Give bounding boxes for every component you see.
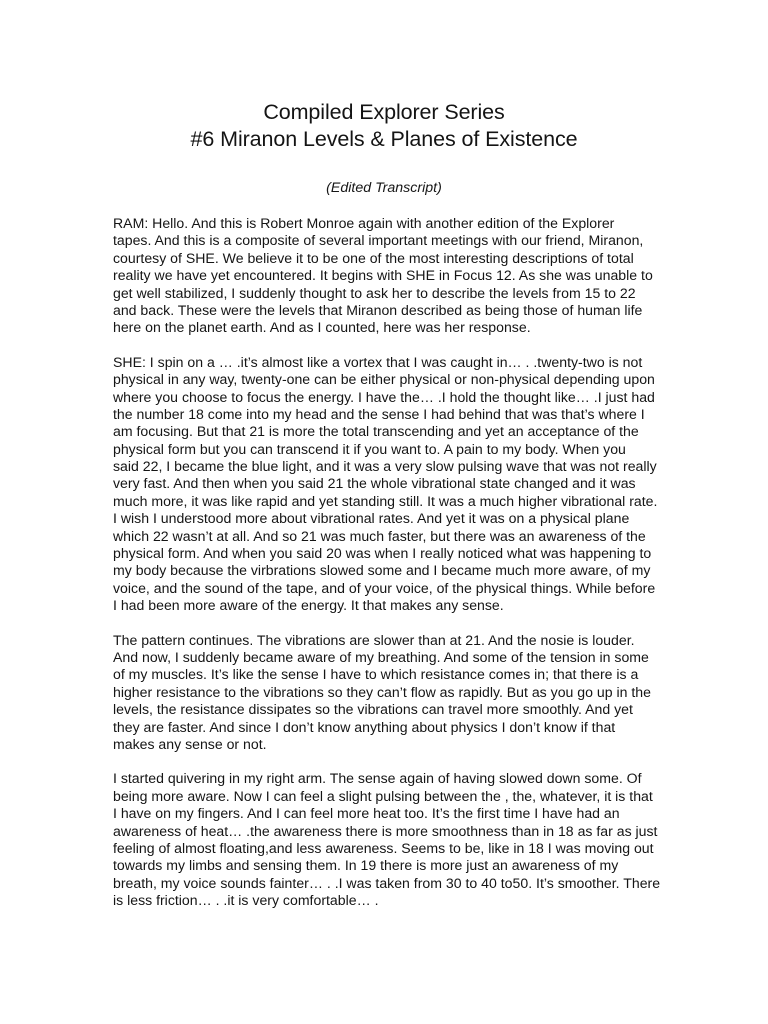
text-line: awareness of heat… .the awareness there is more smoothness than in 18 as far as just: [113, 822, 658, 839]
text-line: reality we have yet encountered. It begins with SHE in Focus 12. As she was unable to: [113, 267, 653, 284]
text-line: they are faster. And since I don’t know anything about physics I don’t know if that: [113, 718, 616, 735]
text-line: I started quivering in my right arm. The sense again of having slowed down some. Of: [113, 770, 642, 787]
text-line: very fast. And then when you said 21 the whole vibrational state changed and it was: [113, 475, 636, 492]
document-title: [0, 99, 768, 153]
text-line: And now, I suddenly became aware of my breathing. And some of the tension in some: [113, 648, 649, 665]
text-line: makes any sense or not.: [113, 735, 267, 752]
title-line: Compiled Explorer Series: [263, 100, 505, 124]
text-line: The pattern continues. The vibrations are slower than at 21. And the nosie is louder.: [113, 631, 635, 648]
text-line: physical in any way, twenty-one can be either physical or non-physical depending upon: [113, 371, 655, 388]
text-line: voice, and the sound of the tape, and of your voice, of the physical things. While before: [113, 579, 656, 596]
text-line: I have on my fingers. And I can feel more heat too. It’s the first time I have had an: [113, 805, 620, 822]
text-line: higher resistance to the vibrations so they can’t flow as rapidly. But as you go up in the: [113, 683, 651, 700]
paragraph-pattern-continues: [113, 632, 703, 754]
text-line: I wish I understood more about vibrational rates. And yet it was on a physical plane: [113, 510, 630, 527]
text-line: and back. These were the levels that Miranon described as being those of human life: [113, 301, 643, 318]
document-subtitle: (Edited Transcript): [326, 180, 442, 196]
text-line: much more, it was like rapid and yet standing still. It was a much higher vibrational rate.: [113, 492, 658, 509]
text-line: towards my limbs and sensing them. In 19 there is more just an awareness of my: [113, 857, 619, 874]
text-line: here on the planet earth. And as I counted, here was her response.: [113, 319, 531, 336]
text-line: my body because the virbrations slowed some and I became much more aware, of my: [113, 562, 651, 579]
text-line: breath, my voice sounds fainter… . .I was taken from 30 to 40 to50. It’s smoother. There: [113, 874, 661, 891]
text-line: where you choose to focus the energy. I have the… .I hold the thought like… .I just had: [113, 388, 655, 405]
paragraph-quivering: [113, 770, 703, 909]
paragraph-she-response: [113, 354, 703, 615]
text-line: physical form. And when you said 20 was when I really noticed what was happening to: [113, 545, 652, 562]
text-line: I had been more aware of the energy. It that makes any sense.: [113, 597, 504, 614]
text-line: physical form but you can transcend it if you want to. A pain to my body. When you: [113, 440, 626, 457]
text-line: which 22 wasn’t at all. And so 21 was much faster, but there was an awareness of the: [113, 527, 646, 544]
text-line: get well stabilized, I suddenly thought to ask her to describe the levels from 15 to 22: [113, 284, 636, 301]
text-line: feeling of almost floating,and less awareness. Seems to be, like in 18 I was moving out: [113, 839, 654, 856]
text-line: of my muscles. It’s like the sense I have to which resistance comes in; that there is a: [113, 666, 639, 683]
text-line: am focusing. But that 21 is more the total transcending and yet an acceptance of the: [113, 423, 639, 440]
text-line: being more aware. Now I can feel a slight pulsing between the , the, whatever, it is that: [113, 787, 653, 804]
text-line: is less friction… . .it is very comfortable… .: [113, 892, 379, 909]
paragraph-ram-intro: [113, 215, 703, 337]
text-line: courtesy of SHE. We believe it to be one of the most interesting descriptions of total: [113, 249, 634, 266]
document-body: [113, 215, 703, 926]
text-line: RAM: Hello. And this is Robert Monroe again with another edition of the Explorer: [113, 215, 615, 231]
text-line: SHE: I spin on a … .it’s almost like a vortex that I was caught in… . .twenty-two is not: [113, 353, 643, 370]
text-line: said 22, I became the blue light, and it was a very slow pulsing wave that was not really: [113, 458, 657, 475]
text-line: the number 18 come into my head and the sense I had behind that was that’s where I: [113, 405, 645, 422]
text-line: levels, the resistance dissipates so the vibrations can travel more smoothly. And yet: [113, 701, 633, 718]
text-line: tapes. And this is a composite of several important meetings with our friend, Miranon,: [113, 232, 644, 249]
title-line: #6 Miranon Levels & Planes of Existence: [190, 127, 578, 151]
